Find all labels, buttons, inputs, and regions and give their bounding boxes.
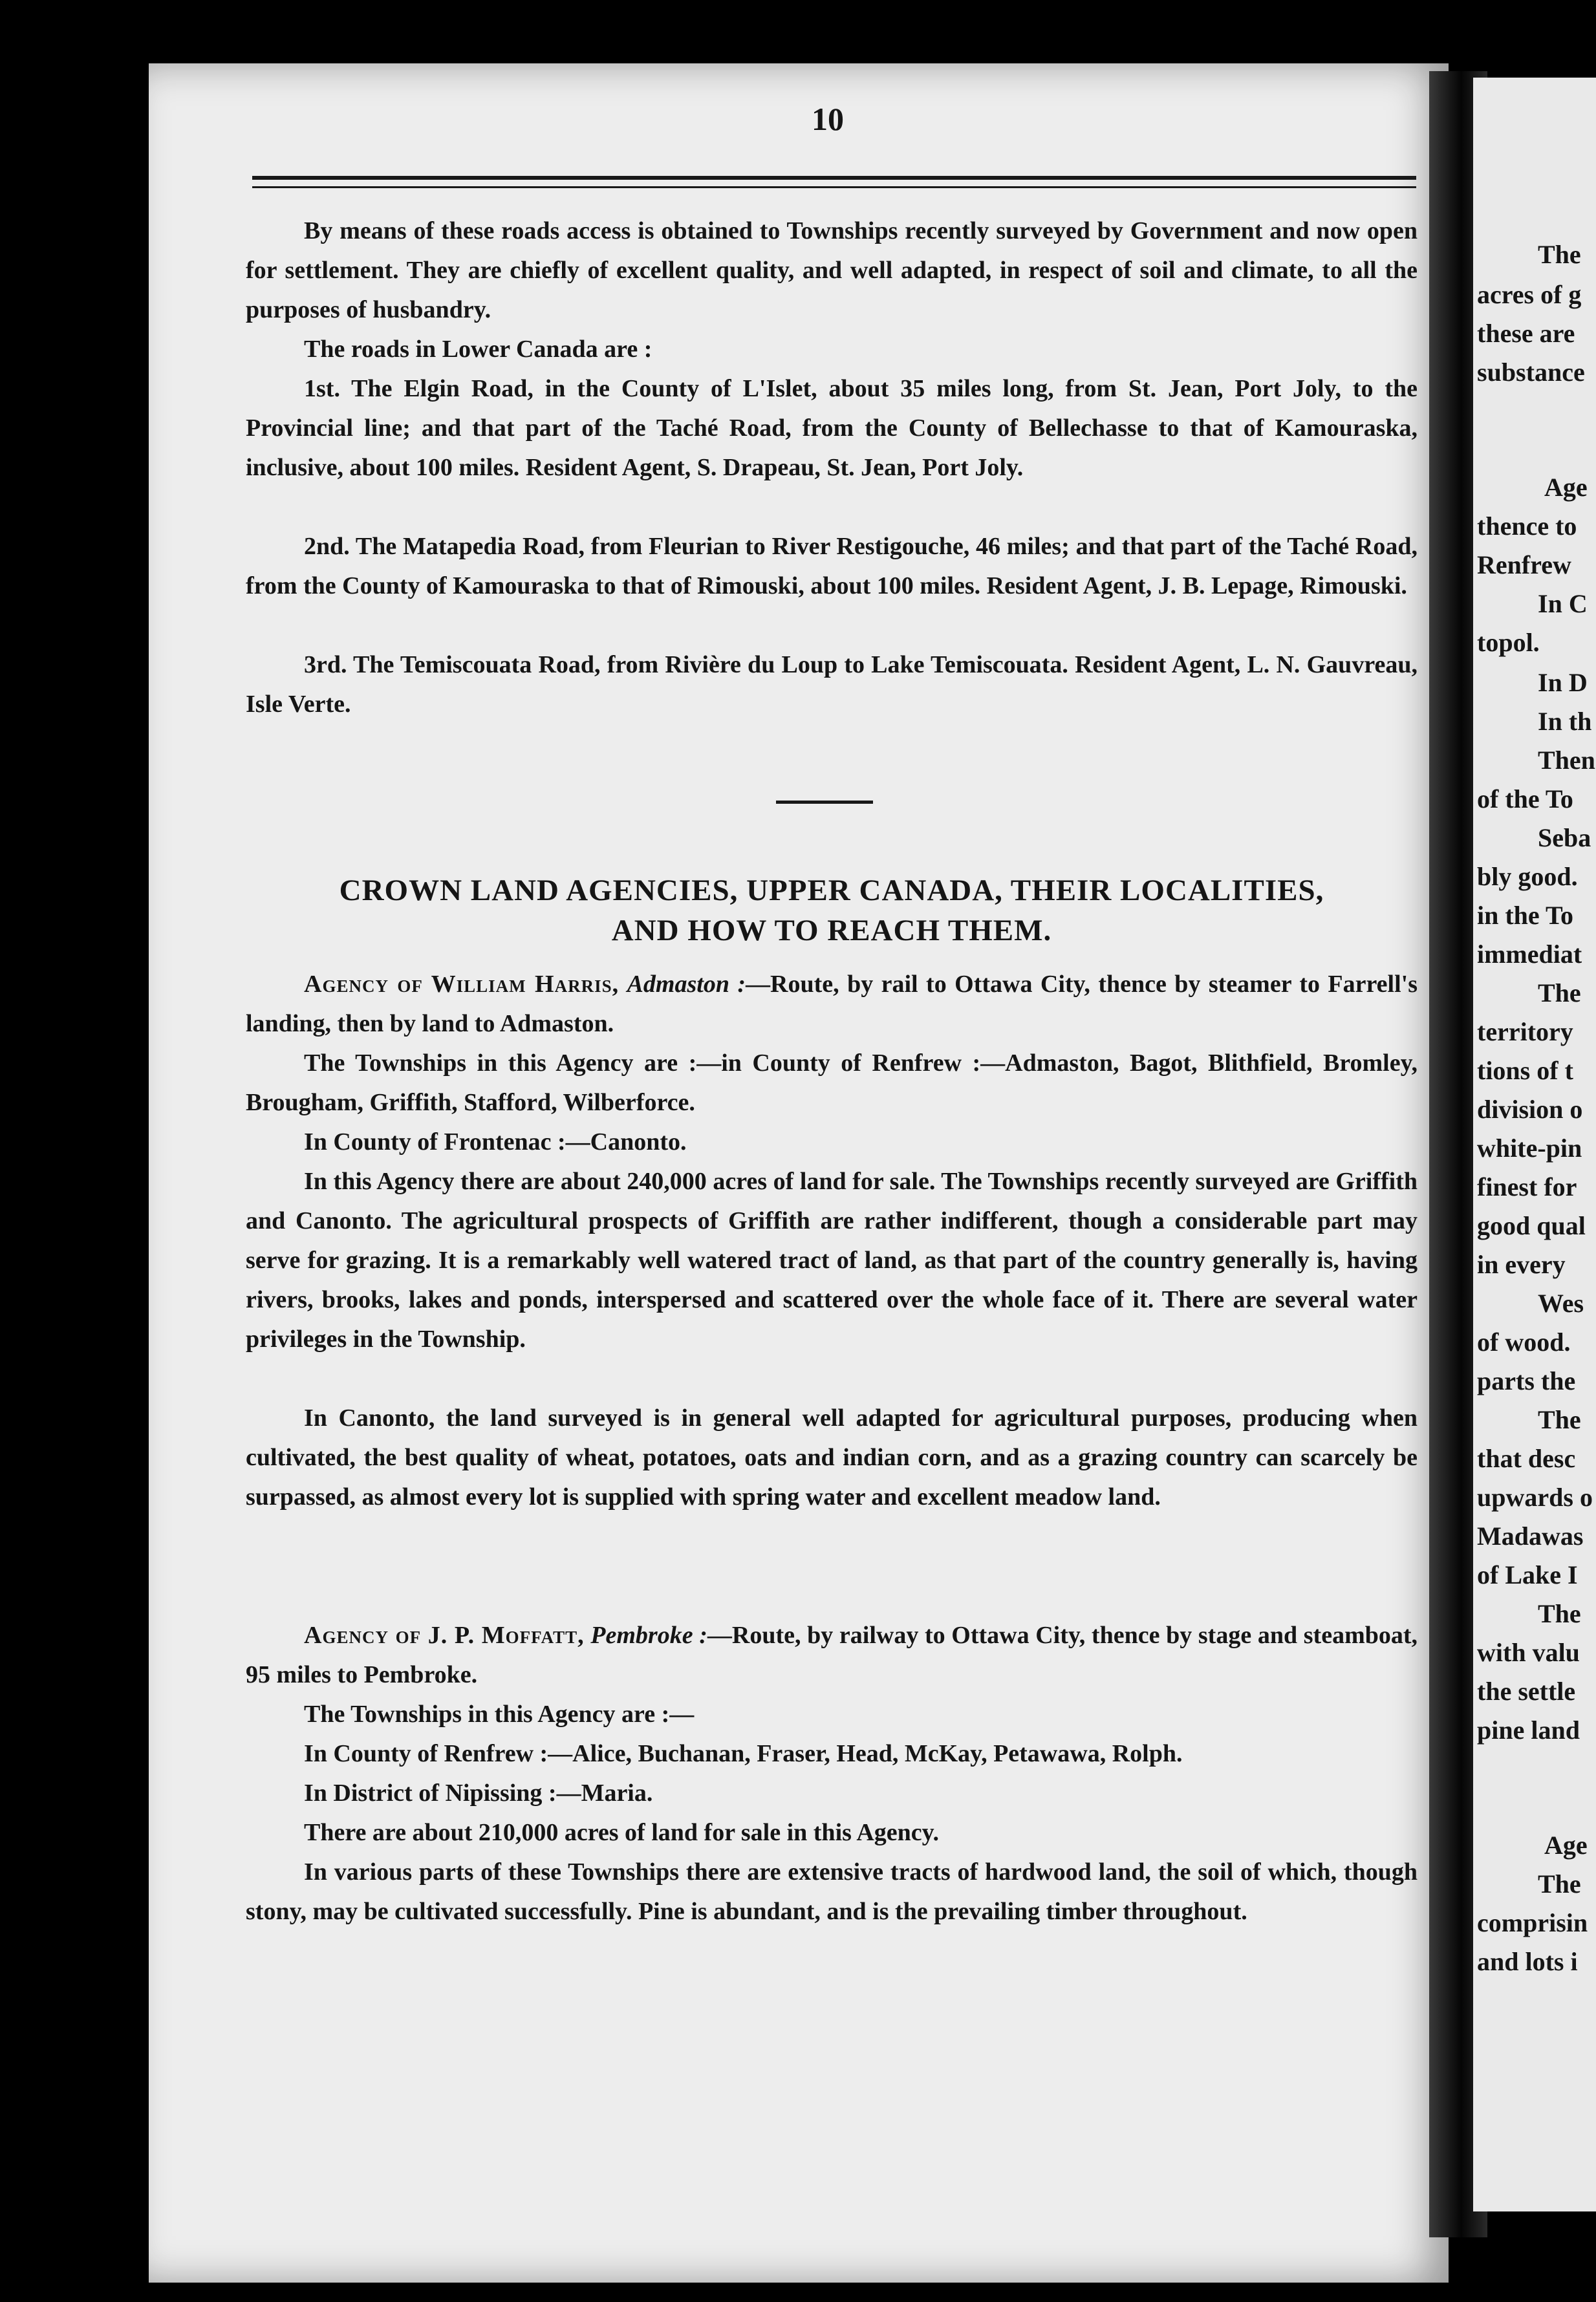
right-page-line: In th bbox=[1538, 707, 1592, 736]
right-page-line: comprisin bbox=[1477, 1908, 1588, 1937]
right-page-line: tions of t bbox=[1477, 1056, 1573, 1085]
temiscouata-road-paragraph: 3rd. The Temiscouata Road, from Rivière du Loup to Lake Temiscouata. Resident Agent, L. N. Gauvreau, Isle Verte. bbox=[246, 651, 1418, 718]
lower-canada-roads-intro: The roads in Lower Canada are : bbox=[304, 336, 652, 363]
right-page-line: Renfrew bbox=[1477, 550, 1571, 579]
moffatt-description: In various parts of these Townships there are extensive tracts of hardwood land, the soil of which, though stony, may be cultivated successfully. Pine is abundant, and is the prevailing timber throughout. bbox=[246, 1858, 1418, 1925]
right-page-line: parts the bbox=[1477, 1366, 1576, 1395]
right-page-line: Age bbox=[1544, 473, 1588, 502]
right-page-line: division o bbox=[1477, 1095, 1583, 1124]
right-page-line: Wes bbox=[1538, 1289, 1584, 1318]
harris-agency-route bbox=[246, 965, 1418, 1044]
moffatt-agency-place: Pembroke : bbox=[590, 1622, 707, 1649]
harris-agency-label: Agency of William Harris, bbox=[304, 971, 620, 998]
harris-frontenac: In County of Frontenac :—Canonto. bbox=[304, 1128, 687, 1156]
right-page-line: upwards o bbox=[1477, 1483, 1593, 1512]
right-page-line: The bbox=[1538, 1869, 1581, 1899]
section-heading-line-2: AND HOW TO REACH THEM. bbox=[611, 914, 1052, 947]
right-page-line: of wood. bbox=[1477, 1328, 1571, 1357]
harris-agency-place: Admaston : bbox=[627, 971, 746, 998]
harris-description: In this Agency there are about 240,000 acres of land for sale. The Townships recently surveyed are Griffith and Canonto. The agricultural prospects of Griffith are rather indifferent, though a considerable part may serve for grazing. It is a remarkably well watered tract of land, as that part of the country generally is, having rivers, brooks, lakes and ponds, interspersed and scattered over the whole face of it. There are several water privileges in the Township. bbox=[246, 1168, 1418, 1353]
right-page-line: immediat bbox=[1477, 940, 1582, 969]
moffatt-acres: There are about 210,000 acres of land for sale in this Agency. bbox=[304, 1819, 940, 1846]
right-page-line: thence to bbox=[1477, 511, 1577, 541]
harris-route-text: —Route, by rail to Ottawa City, thence by steamer to Farrell's landing, then by land to Admaston. bbox=[246, 971, 1418, 1037]
right-page-line: territory bbox=[1477, 1017, 1573, 1046]
right-page-line: in every bbox=[1477, 1250, 1566, 1279]
right-page-line: substance bbox=[1477, 358, 1585, 387]
right-page-line: finest for bbox=[1477, 1172, 1577, 1201]
right-page-line: white-pin bbox=[1477, 1134, 1582, 1163]
right-page-line: The bbox=[1538, 1599, 1581, 1628]
section-heading-line-1: CROWN LAND AGENCIES, UPPER CANADA, THEIR LOCALITIES, bbox=[339, 874, 1324, 907]
moffatt-route-text: —Route, by railway to Ottawa City, thence by stage and steamboat, 95 miles to Pembroke. bbox=[246, 1622, 1418, 1688]
canonto-description: In Canonto, the land surveyed is in general well adapted for agricultural purposes, producing when cultivated, the best quality of wheat, potatoes, oats and indian corn, and as a grazing country can scarcely be surpassed, as almost every lot is supplied with spring water and excellent meadow land. bbox=[246, 1404, 1418, 1511]
right-page-line: Then bbox=[1538, 746, 1595, 775]
page-number: 10 bbox=[812, 101, 844, 137]
right-page-line: of the To bbox=[1477, 784, 1573, 813]
moffatt-nipissing: In District of Nipissing :—Maria. bbox=[304, 1780, 653, 1807]
right-page-line: the settle bbox=[1477, 1677, 1576, 1706]
right-page-line: topol. bbox=[1477, 628, 1540, 657]
right-page-line: pine land bbox=[1477, 1716, 1580, 1745]
matapedia-road-paragraph: 2nd. The Matapedia Road, from Fleurian to River Restigouche, 46 miles; and that part of the Taché Road, from the County of Kamouraska to that of Rimouski, about 100 miles. Resident Agent, J. B. Lepage, Rimouski. bbox=[246, 533, 1418, 599]
section-divider bbox=[776, 801, 873, 804]
moffatt-renfrew: In County of Renfrew :—Alice, Buchanan, Fraser, Head, McKay, Petawawa, Rolph. bbox=[304, 1740, 1183, 1767]
right-page-line: The bbox=[1538, 978, 1581, 1007]
right-page-line: The bbox=[1538, 240, 1581, 269]
right-page-line: good qual bbox=[1477, 1211, 1586, 1240]
section-heading bbox=[246, 870, 1418, 951]
moffatt-agency-route bbox=[246, 1616, 1418, 1695]
right-page-line: in the To bbox=[1477, 901, 1573, 930]
right-page-line: of Lake I bbox=[1477, 1560, 1578, 1589]
right-page-line: these are bbox=[1477, 319, 1575, 348]
right-page-line: In C bbox=[1538, 589, 1588, 618]
right-page-line: Madawas bbox=[1477, 1522, 1584, 1551]
harris-townships: The Townships in this Agency are :—in County of Renfrew :—Admaston, Bagot, Blithfield, Bromley, Brougham, Griffith, Stafford, Wilberforce. bbox=[246, 1049, 1418, 1116]
moffatt-agency-label: Agency of J. P. Moffatt, bbox=[304, 1622, 585, 1649]
header-rule-thick bbox=[252, 176, 1416, 180]
right-page-line: The bbox=[1538, 1405, 1581, 1434]
intro-paragraph: By means of these roads access is obtained to Townships recently surveyed by Government and now open for settlement. They are chiefly of excellent quality, and well adapted, in respect of soil and climate, to all the purposes of husbandry. bbox=[246, 217, 1418, 323]
right-page-line: bly good. bbox=[1477, 862, 1578, 891]
right-page-line: acres of g bbox=[1477, 280, 1582, 309]
right-page-line: with valu bbox=[1477, 1638, 1580, 1667]
right-page-line: and lots i bbox=[1477, 1947, 1578, 1976]
right-page-line: Seba bbox=[1538, 823, 1591, 852]
right-page-line: Age bbox=[1544, 1831, 1588, 1860]
elgin-road-paragraph: 1st. The Elgin Road, in the County of L'Islet, about 35 miles long, from St. Jean, Port Joly, to the Provincial line; and that part of the Taché Road, from the County of Bellechasse to that of Kamouraska, inclusive, about 100 miles. Resident Agent, S. Drapeau, St. Jean, Port Joly. bbox=[246, 375, 1418, 481]
right-page-line: In D bbox=[1538, 668, 1588, 697]
right-page-fragment bbox=[1473, 78, 1596, 2211]
moffatt-townships-intro: The Townships in this Agency are :— bbox=[304, 1701, 695, 1728]
header-rule-thin bbox=[252, 186, 1416, 188]
right-page-line: that desc bbox=[1477, 1444, 1576, 1473]
